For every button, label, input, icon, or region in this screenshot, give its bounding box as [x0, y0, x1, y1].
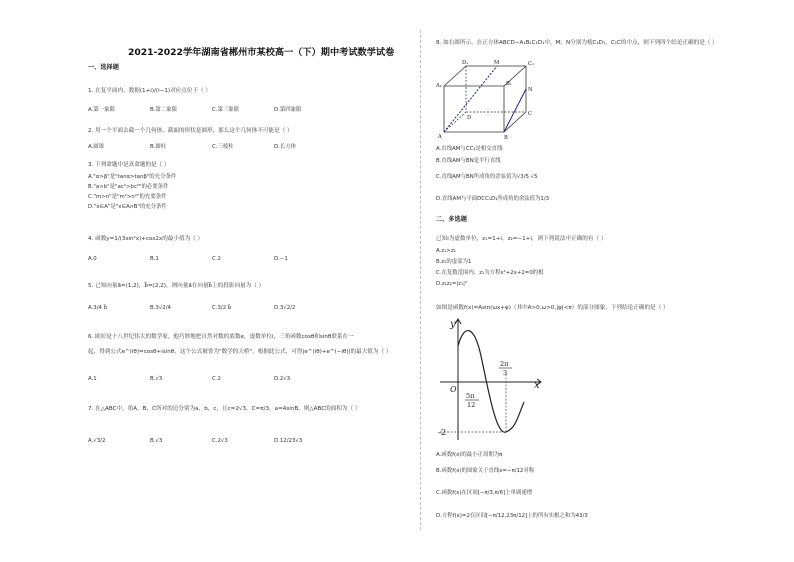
question-8: 8. 如右图所示，在正方体ABCD−A₁B₁C₁D₁中，M，N分别为棱C₁D₁，C₁C的中点，则下列四个结论正确的是（ ）: [436, 40, 718, 46]
label-c1: C₁: [528, 61, 535, 67]
option-a[interactable]: A.√3/2: [88, 438, 106, 444]
question-9-option-a[interactable]: A.z₁>z₂: [436, 248, 456, 254]
question-1: 1. 在复平面内，数据⁣(1+i)/(i−1)对应点位于（ ）: [88, 88, 212, 94]
label-m: M: [494, 60, 500, 66]
question-2-options: [88, 142, 336, 150]
label-n: N: [528, 87, 533, 93]
option-b[interactable]: B.圆柱: [150, 144, 167, 150]
question-10-option-b[interactable]: B.函数f(x)的图象关于直线x=−π/12对称: [436, 468, 535, 474]
question-4-options: [88, 256, 336, 262]
option-a[interactable]: A.圆锥: [88, 144, 105, 150]
question-9-option-d[interactable]: D.z₁z₂=|z₁|²: [436, 281, 468, 287]
label-a1: A₁: [436, 83, 442, 89]
sine-graph: [436, 316, 548, 444]
question-5: 5. 已知向量a⃗=(1,2)，b⃗=(2,2)，则向量a⃗在向量b⃗上的投影向量为（ ）: [88, 283, 265, 289]
question-7-options: [88, 438, 336, 444]
question-3-option-d[interactable]: D."x∈A"是"x∈A∩B"的充分条件: [88, 204, 167, 210]
question-4: 4. 函数y=1/(3sin²x)+cos2x的最小值为（ ）: [88, 236, 204, 242]
label-c: C: [528, 111, 532, 117]
question-3: 3. 下列命题中是真命题的是（ ）: [88, 162, 170, 168]
question-7: 7. 在△ABC中，角A，B，C所对的边分别为a，b，c，且c=2√3，C=π/3，a=4sinB，则△ABC的面积为（ ）: [88, 406, 361, 412]
sine-curve: [458, 331, 524, 433]
option-c[interactable]: C.2√3: [212, 438, 228, 444]
question-9-option-c[interactable]: C.在复数范围内，z₁为方程x²+2x+2=0的根: [436, 270, 544, 276]
question-8-option-b[interactable]: B.直线AM与BN是平行直线: [436, 158, 501, 164]
question-9: 已知i为虚数单位，z₁=1+i，z₂=−1+i，则下列说法中正确的有（ ）: [436, 236, 607, 242]
question-10-option-d[interactable]: D.方程f(x)=2在区间[−π/12,23π/12]上的所有实根之和为43/3: [436, 513, 588, 519]
option-a[interactable]: A.1: [88, 376, 97, 382]
option-b[interactable]: B.第二象限: [150, 107, 177, 113]
question-5-options: [88, 305, 336, 311]
tick-5pi-label: 5π: [466, 392, 475, 400]
axis-x-label: x: [534, 380, 540, 391]
question-1-options: [88, 105, 336, 113]
column-divider: [420, 30, 421, 530]
option-a[interactable]: A.0: [88, 256, 97, 262]
question-3-option-b[interactable]: B."a>b"是"ac²>bc²"的必要条件: [88, 184, 169, 190]
question-10-option-c[interactable]: C.函数f(x)在区间[−π/3,π/6]上单调递增: [436, 490, 533, 496]
question-6-line-1: 6. 欧拉是十八世纪伟大的数学家，他巧妙地把自然对数的底数e，虚数单位i，三角函数cosθ和sinθ联系在一: [88, 334, 354, 340]
option-a[interactable]: A.3/4 b⃗: [88, 305, 108, 311]
question-8-option-a[interactable]: A.直线AM与CC₁是相交直线: [436, 146, 503, 152]
option-c[interactable]: C.2: [212, 256, 221, 262]
option-d[interactable]: D.12/23√3: [274, 438, 303, 444]
origin-label: O: [450, 385, 457, 394]
question-3-option-c[interactable]: C."m>n"是"m²>n²"的充要条件: [88, 194, 167, 200]
option-c[interactable]: C.三棱柱: [212, 144, 234, 150]
tick-2pi-label: 2π: [500, 360, 509, 368]
cube-diagram: [436, 58, 540, 140]
question-10: 如图是函数f(x)=Asin(ωx+φ)（其中A>0,ω>0,|φ|<π）的部分图象，下列结论正确的是（ ）: [436, 305, 669, 311]
question-3-option-a[interactable]: A."α>β"是"tanα>tanβ"的充分条件: [88, 174, 177, 180]
label-b: B: [504, 135, 508, 140]
neg-two-label: -2: [438, 428, 447, 438]
option-b[interactable]: B.√3: [150, 438, 163, 444]
label-a: A: [438, 134, 442, 140]
question-6-line-2: 起，得到公式e^(iθ)=cosθ+isinθ，这个公式被誉为"数学的天桥"，根据此公式，可得|e^(iθ)+e^(−iθ)|的最大值为（ ）: [88, 349, 392, 355]
option-d[interactable]: D.2√3: [274, 376, 291, 382]
question-10-option-a[interactable]: A.函数f(x)的最小正周期为π: [436, 452, 503, 458]
option-d[interactable]: D.第四象限: [274, 107, 302, 113]
question-6-options: [88, 376, 336, 382]
option-b[interactable]: B.√3: [150, 376, 163, 382]
tick-12-label: 12: [467, 401, 476, 409]
question-9-option-b[interactable]: B.z₁的虚部为1: [436, 259, 472, 265]
axis-y-label: y: [450, 319, 456, 330]
exam-title: 2021-2022学年湖南省郴州市某校高一（下）期中考试数学试卷: [128, 47, 395, 58]
option-c[interactable]: C.第三象限: [212, 107, 240, 113]
question-8-option-d[interactable]: D.直线AM与平面DCC₁D₁所成角的余弦值为1/3: [436, 196, 550, 202]
option-d[interactable]: D.−1: [274, 256, 288, 262]
label-d: D: [467, 115, 472, 121]
question-8-option-c[interactable]: C.直线AM与BN所成角的余弦值为√3/5 √5: [436, 174, 538, 180]
tick-3-label: 3: [503, 369, 508, 377]
section-multi-choice: 二、多选题: [436, 216, 467, 223]
label-b1: B₁: [506, 81, 512, 87]
option-b[interactable]: B.1: [150, 256, 159, 262]
option-d[interactable]: D.长方体: [274, 144, 297, 150]
section-single-choice: 一、选择题: [88, 64, 119, 71]
option-d[interactable]: D.3√2/2: [274, 305, 296, 311]
label-d1: D₁: [462, 60, 469, 66]
question-2: 2. 用一个平面去截一个几何体，截面的形状是圆形，那么这个几何体不可能是（ ）: [88, 128, 293, 134]
option-c[interactable]: C.3/2 b⃗: [212, 305, 232, 311]
option-a[interactable]: A.第一象限: [88, 107, 115, 113]
option-b[interactable]: B.3√2/4: [150, 305, 171, 311]
option-c[interactable]: C.2: [212, 376, 221, 382]
